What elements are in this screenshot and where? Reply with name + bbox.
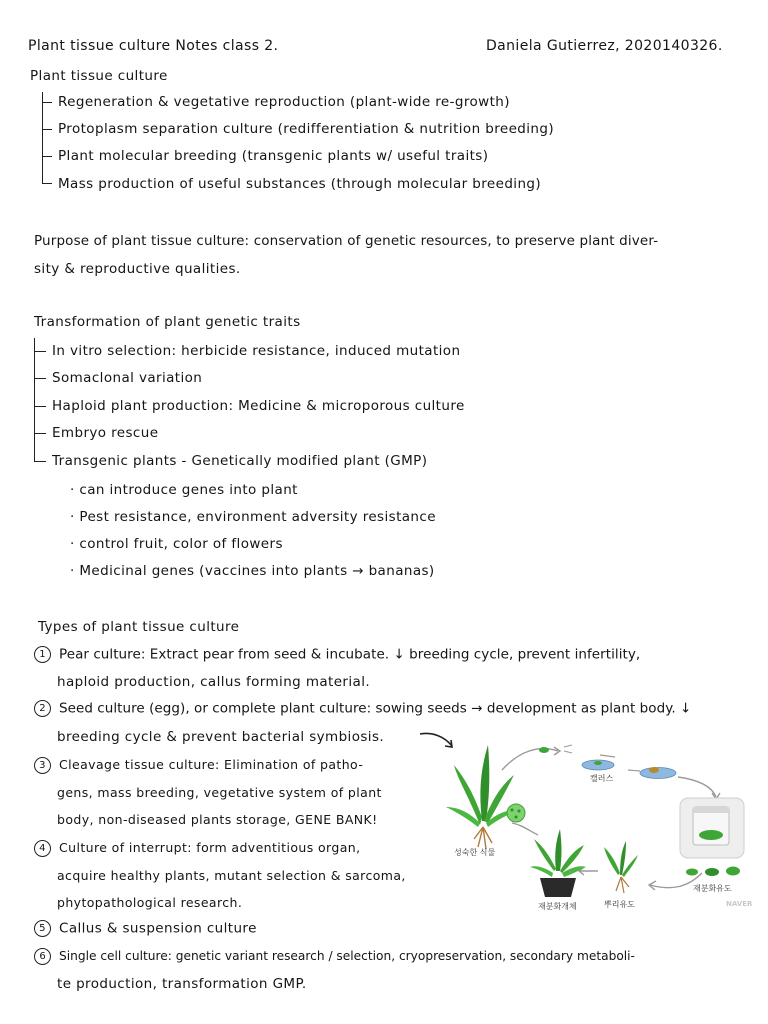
section2-subitem: · Medicinal genes (vaccines into plants → bananas) bbox=[70, 563, 435, 579]
tree-branch bbox=[42, 156, 52, 157]
section2-item: Transgenic plants - Genetically modified plant (GMP) bbox=[52, 453, 428, 469]
tree-branch bbox=[42, 102, 52, 103]
callus-growth-dish-icon bbox=[640, 767, 676, 779]
section2-item: Somaclonal variation bbox=[52, 370, 203, 386]
type-3-line-3: body, non-diseased plants storage, GENE BANK! bbox=[57, 812, 378, 827]
type-5-line-1 bbox=[34, 920, 257, 937]
section1-item: Mass production of useful substances (through molecular breeding) bbox=[58, 176, 542, 192]
section2-item: In vitro selection: herbicide resistance, induced mutation bbox=[52, 343, 461, 359]
cycle-arrow-icon bbox=[502, 749, 558, 770]
type-6-text: Single cell culture: genetic variant research / selection, cryopreservation, secondary metaboli- bbox=[59, 949, 635, 963]
label-mature-plant: 성숙한 식물 bbox=[454, 848, 496, 857]
rooted-seedling-icon bbox=[604, 841, 638, 893]
type-6-line-1 bbox=[34, 948, 635, 965]
explant-icon bbox=[539, 747, 549, 753]
tree-branch bbox=[42, 183, 52, 184]
number-circle: 1 bbox=[34, 646, 51, 663]
tissue-culture-cycle-diagram bbox=[440, 725, 762, 920]
label-root-induction: 뿌리유도 bbox=[604, 900, 635, 909]
type-6-line-2: te production, transformation GMP. bbox=[57, 976, 307, 992]
section1-tree-line bbox=[42, 92, 43, 184]
potted-plant-icon bbox=[530, 829, 586, 897]
section2-subitem: · Pest resistance, environment adversity resistance bbox=[70, 509, 436, 525]
tree-branch bbox=[34, 461, 46, 462]
label-redifferentiation: 재분화유도 bbox=[693, 884, 732, 893]
author-line: Daniela Gutierrez, 2020140326. bbox=[486, 38, 723, 54]
type-4-line-2: acquire healthy plants, mutant selection & sarcoma, bbox=[57, 868, 406, 883]
type-1-line-2: haploid production, callus forming material. bbox=[57, 674, 371, 690]
mature-plant-icon bbox=[446, 745, 518, 849]
notes-title: Plant tissue culture Notes class 2. bbox=[28, 38, 279, 54]
section1-heading: Plant tissue culture bbox=[30, 68, 168, 84]
type-4-text: Culture of interrupt: form adventitious organ, bbox=[59, 840, 361, 855]
number-circle: 4 bbox=[34, 840, 51, 857]
type-4-line-1 bbox=[34, 840, 360, 857]
section2-item: Haploid plant production: Medicine & microporous culture bbox=[52, 398, 465, 414]
type-5-text: Callus & suspension culture bbox=[59, 920, 257, 937]
section2-tree-line bbox=[34, 338, 35, 462]
type-2-text: Seed culture (egg), or complete plant culture: sowing seeds → development as plant body. ↓ bbox=[59, 700, 692, 717]
section2-item: Embryo rescue bbox=[52, 425, 159, 441]
type-3-text: Cleavage tissue culture: Elimination of patho- bbox=[59, 757, 364, 772]
label-callus: 캘러스 bbox=[590, 774, 614, 783]
tissue-cell-icon bbox=[507, 804, 525, 822]
label-regenerated-plant: 재분화개체 bbox=[538, 902, 577, 911]
section1-item: Plant molecular breeding (transgenic plants w/ useful traits) bbox=[58, 148, 489, 164]
tree-branch bbox=[34, 351, 46, 352]
section2-subitem: · can introduce genes into plant bbox=[70, 482, 298, 498]
type-1-line-1 bbox=[34, 646, 640, 663]
purpose-line-1: Purpose of plant tissue culture: conservation of genetic resources, to preserve plant diver- bbox=[34, 233, 659, 249]
callus-dish-icon bbox=[582, 760, 614, 770]
type-2-line-2: breeding cycle & prevent bacterial symbiosis. bbox=[57, 729, 385, 745]
watermark: NAVER bbox=[726, 900, 753, 908]
shoot-clusters-icon bbox=[686, 867, 740, 877]
section2-heading: Transformation of plant genetic traits bbox=[34, 314, 301, 330]
section1-item: Protoplasm separation culture (redifferentiation & nutrition breeding) bbox=[58, 121, 554, 137]
section1-item: Regeneration & vegetative reproduction (plant-wide re-growth) bbox=[58, 94, 510, 110]
culture-jar-icon bbox=[680, 798, 744, 858]
number-circle: 2 bbox=[34, 700, 51, 717]
section2-subitem: · control fruit, color of flowers bbox=[70, 536, 283, 552]
tree-branch bbox=[42, 129, 52, 130]
type-3-line-2: gens, mass breeding, vegetative system of plant bbox=[57, 785, 382, 800]
type-4-line-3: phytopathological research. bbox=[57, 895, 243, 910]
number-circle: 6 bbox=[34, 948, 51, 965]
type-1-text: Pear culture: Extract pear from seed & incubate. ↓ breeding cycle, prevent infertility, bbox=[59, 646, 641, 663]
tree-branch bbox=[34, 378, 46, 379]
number-circle: 5 bbox=[34, 920, 51, 937]
section3-heading: Types of plant tissue culture bbox=[38, 619, 240, 635]
purpose-line-2: sity & reproductive qualities. bbox=[34, 261, 241, 277]
type-3-line-1 bbox=[34, 757, 363, 774]
type-2-line-1 bbox=[34, 700, 691, 717]
tree-branch bbox=[34, 406, 46, 407]
tree-branch bbox=[34, 433, 46, 434]
number-circle: 3 bbox=[34, 757, 51, 774]
